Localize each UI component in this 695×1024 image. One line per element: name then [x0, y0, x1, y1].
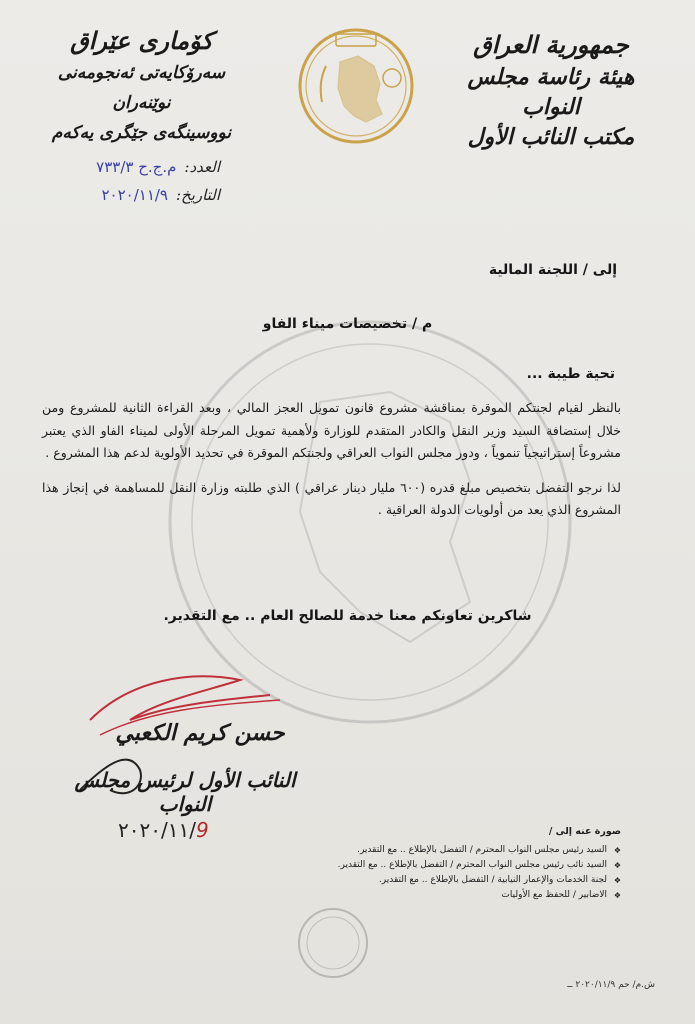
signature-date: [118, 818, 209, 842]
letter-body: [42, 397, 621, 534]
footer-code: ش.م/ حم ٢٠٢٠/١١/٩ ــ: [567, 980, 655, 990]
header-kurdish-presidency: سەرۆکایەتی ئەنجومەنی نوێنەران: [57, 63, 226, 113]
reference-number-value: م.ج.ح ٧٣٣/٣: [96, 158, 177, 176]
header-kurdish-office: نووسینگەی جێگری یەکەم: [51, 123, 232, 143]
header-kurdish-block: [34, 24, 249, 148]
subject-line: م / تخصيصات ميناء الفاو: [262, 316, 433, 332]
copies-title: صورة عنه إلى /: [548, 826, 621, 837]
copies-block: [291, 826, 621, 903]
header-arabic-block: [441, 28, 661, 152]
closing-line: شاكرين تعاونكم معنا خدمة للصالح العام .. مع التقدير.: [163, 608, 532, 624]
office-stamp-icon: [296, 906, 370, 980]
iraq-parliament-emblem-icon: [296, 22, 416, 148]
reference-date-label: التاريخ:: [176, 186, 220, 204]
signature-date-printed: ٢٠٢٠/١١/: [118, 818, 196, 842]
copies-list: [291, 843, 621, 903]
greeting: تحية طيبة ...: [526, 366, 615, 382]
reference-date-row: [30, 186, 220, 214]
copies-item: ❖ السيد نائب رئيس مجلس النواب المحترم / التفضل بالإطلاع .. مع التقدير.: [291, 858, 621, 873]
signatory-name: حسن كريم الكعبي: [115, 720, 285, 746]
signatory-title: النائب الأول لرئيس مجلس النواب: [74, 768, 296, 816]
copies-item: ❖ الاضابير / للحفظ مع الأوليات: [291, 888, 621, 903]
header-office: مكتب النائب الأول: [467, 124, 635, 150]
header-kurdish-republic: كۆماری عێراق: [70, 26, 213, 55]
header-republic: جمهورية العراق: [473, 30, 629, 59]
reference-number-row: [30, 158, 220, 186]
body-paragraph-2: لذا نرجو التفضل بتخصيص مبلغ قدره (٦٠٠ مليار دينار عراقي ) الذي طلبته وزارة النقل للمساهمة في إنجاز هذا المشروع الذي يعد من أولويات الدولة العراقية .: [42, 479, 621, 517]
copies-item: ❖ السيد رئيس مجلس النواب المحترم / التفضل بالإطلاع .. مع التقدير.: [291, 843, 621, 858]
body-paragraph-1: بالنظر لقيام لجنتكم الموقرة بمناقشة مشروع قانون تمويل العجز المالي ، وبعد القراءة الثانية للمشروع ومن خلال إستضافة السيد وزير النقل والكادر المتقدم للوزارة ولأهمية تمويل المرحلة الأولى لميناء الفاو الذي يعتبر مشروعاً إستراتيجياً تنموياً ، ودور مجلس النواب العراقي ولجنتكم الموقرة في تحديد الأولوية لدعم هذا المشروع .: [42, 400, 621, 460]
addressee: إلى / اللجنة المالية: [488, 262, 617, 278]
header-presidency: هيئة رئاسة مجلس النواب: [467, 64, 635, 120]
reference-date-value: ٢٠٢٠/١١/٩: [101, 186, 168, 204]
reference-block: [30, 158, 220, 214]
copies-item: ❖ لجنة الخدمات والإعمار النيابية / التفضل بالإطلاع .. مع التقدير.: [291, 873, 621, 888]
signature-date-handwritten: 9: [195, 818, 209, 842]
reference-number-label: العدد:: [184, 158, 220, 176]
